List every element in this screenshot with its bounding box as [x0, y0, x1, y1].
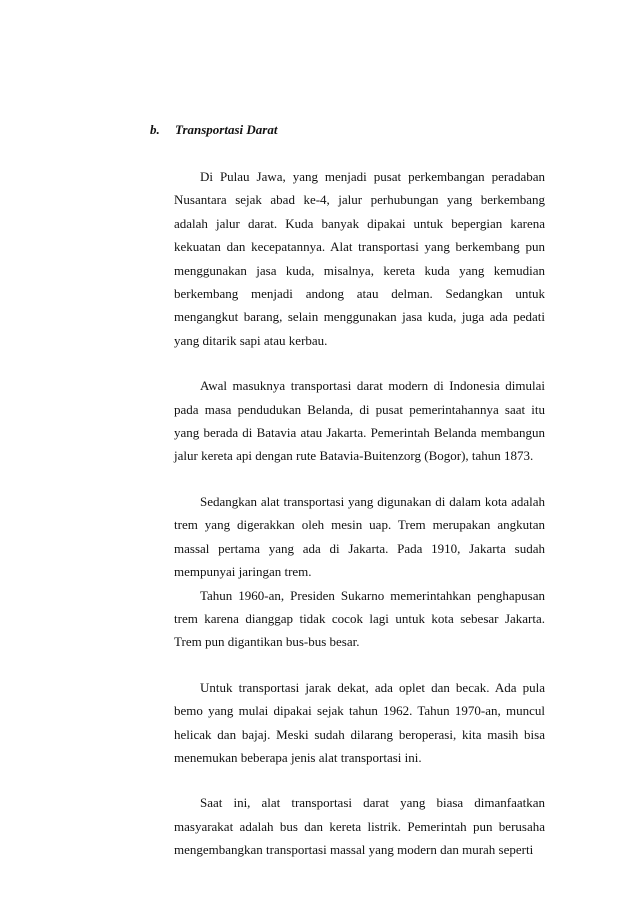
- paragraph: Untuk transportasi jarak dekat, ada oplet dan becak. Ada pula bemo yang mulai dipakai sejak tahun 1962. Tahun 1970-an, muncul helicak dan bajaj. Meski sudah dilarang beroperasi, kita masih bisa menemukan beberapa jenis alat transportasi ini.: [174, 679, 545, 765]
- body-text: [174, 165, 545, 862]
- paragraph: Sedangkan alat transportasi yang digunakan di dalam kota adalah trem yang digerakkan oleh mesin uap. Trem merupakan angkutan massal pertama yang ada di Jakarta. Pada 1910, Jakarta sudah mempunyai jaringan trem.: [174, 493, 545, 580]
- section-label: b.: [150, 122, 160, 137]
- paragraph: Awal masuknya transportasi darat modern di Indonesia dimulai pada masa pendudukan Belanda, di pusat pemerintahannya saat itu yang berada di Batavia atau Jakarta. Pemerintah Belanda membangun jalur kereta api dengan rute Batavia-Buitenzorg (Bogor), tahun 1873.: [174, 378, 545, 464]
- section-heading: [150, 121, 277, 139]
- section-title: Transportasi Darat: [175, 122, 278, 137]
- paragraph: Tahun 1960-an, Presiden Sukarno memerintahkan penghapusan trem karena dianggap tidak cocok lagi untuk kota sebesar Jakarta. Trem pun digantikan bus-bus besar.: [174, 587, 545, 650]
- paragraph: Saat ini, alat transportasi darat yang biasa dimanfaatkan masyarakat adalah bus dan kereta listrik. Pemerintah pun berusaha mengembangkan transportasi massal yang modern dan murah seperti: [174, 795, 545, 858]
- paragraph: Di Pulau Jawa, yang menjadi pusat perkembangan peradaban Nusantara sejak abad ke-4, jalur perhubungan yang berkembang adalah jalur darat. Kuda banyak dipakai untuk bepergian karena kekuatan dan kecepatannya. Alat transportasi yang berkembang pun menggunakan jasa kuda, misalnya, kereta kuda yang kemudian berkembang menjadi andong atau delman. Sedangkan untuk mengangkut barang, selain menggunakan jasa kuda, juga ada pedati yang ditarik sapi atau kerbau.: [174, 169, 545, 348]
